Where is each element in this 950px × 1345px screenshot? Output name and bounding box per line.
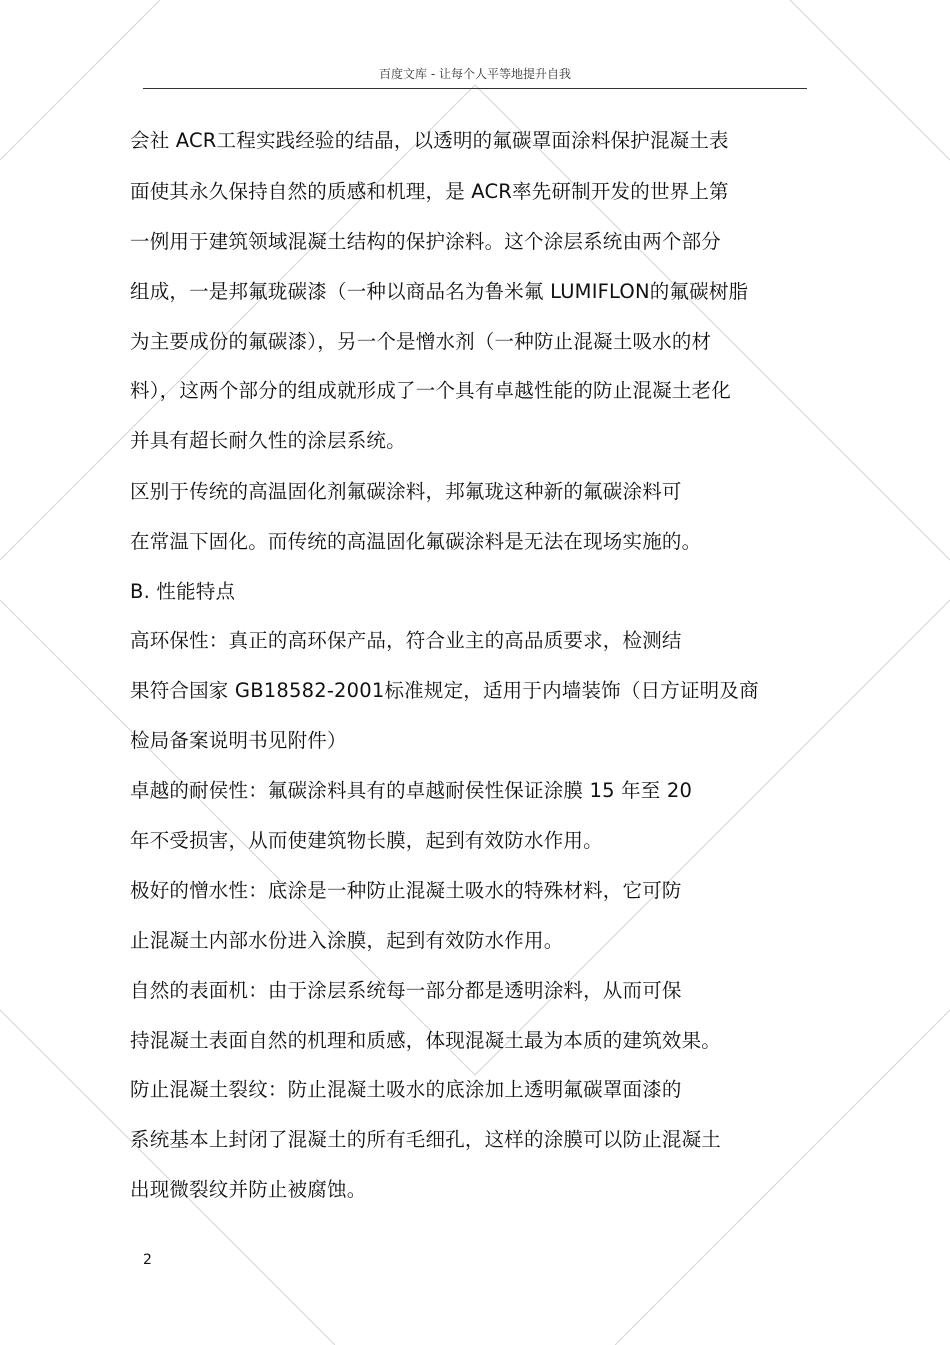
text-line: 自然的表面机：由于涂层系统每一部分都是透明涂料，从而可保 bbox=[130, 979, 682, 1002]
text-line: 料），这两个部分的组成就形成了一个具有卓越性能的防止混凝土老化 bbox=[130, 379, 731, 402]
text-line: 出现微裂纹并防止被腐蚀。 bbox=[130, 1178, 367, 1201]
text-line: 卓越的耐侯性：氟碳涂料具有的卓越耐侯性保证涂膜 15 年至 20 bbox=[130, 779, 693, 802]
text-line: 组成，一是邦氟珑碳漆（一种以商品名为鲁米氟 LUMIFLON的氟碳树脂 bbox=[130, 280, 749, 303]
text-line: 面使其永久保持自然的质感和机理，是 ACR率先研制开发的世界上第 bbox=[130, 180, 729, 203]
text-line: 区别于传统的高温固化剂氟碳涂料，邦氟珑这种新的氟碳涂料可 bbox=[130, 480, 682, 503]
text-line: 并具有超长耐久性的涂层系统。 bbox=[130, 429, 406, 452]
text-line: 为主要成份的氟碳漆），另一个是憎水剂（一种防止混凝土吸水的材 bbox=[130, 330, 712, 353]
text-line: 会社 ACR工程实践经验的结晶，以透明的氟碳罩面涂料保护混凝土表 bbox=[130, 129, 729, 152]
text-line: 持混凝土表面自然的机理和质感，体现混凝土最为本质的建筑效果。 bbox=[130, 1029, 722, 1052]
text-line: 高环保性：真正的高环保产品，符合业主的高品质要求，检测结 bbox=[130, 629, 682, 652]
text-line: 在常温下固化。而传统的高温固化氟碳涂料是无法在现场实施的。 bbox=[130, 530, 702, 553]
text-line: 极好的憎水性：底涂是一种防止混凝土吸水的特殊材料，它可防 bbox=[130, 879, 682, 902]
page-number: 2 bbox=[143, 1252, 152, 1268]
text-line: 防止混凝土裂纹：防止混凝土吸水的底涂加上透明氟碳罩面漆的 bbox=[130, 1078, 682, 1101]
page-header bbox=[143, 66, 807, 89]
text-line: 系统基本上封闭了混凝土的所有毛细孔，这样的涂膜可以防止混凝土 bbox=[130, 1128, 722, 1151]
text-line: 止混凝土内部水份进入涂膜，起到有效防水作用。 bbox=[130, 929, 564, 952]
header-text: 百度文库 - 让每个人平等地提升自我 bbox=[379, 67, 571, 81]
text-line: 检局备案说明书见附件） bbox=[130, 729, 347, 752]
section-heading: B. 性能特点 bbox=[130, 580, 236, 603]
text-line: 果符合国家 GB18582-2001标准规定，适用于内墙装饰（日方证明及商 bbox=[130, 679, 759, 702]
text-line: 年不受损害，从而使建筑物长膜，起到有效防水作用。 bbox=[130, 829, 603, 852]
text-line: 一例用于建筑领域混凝土结构的保护涂料。这个涂层系统由两个部分 bbox=[130, 230, 722, 253]
